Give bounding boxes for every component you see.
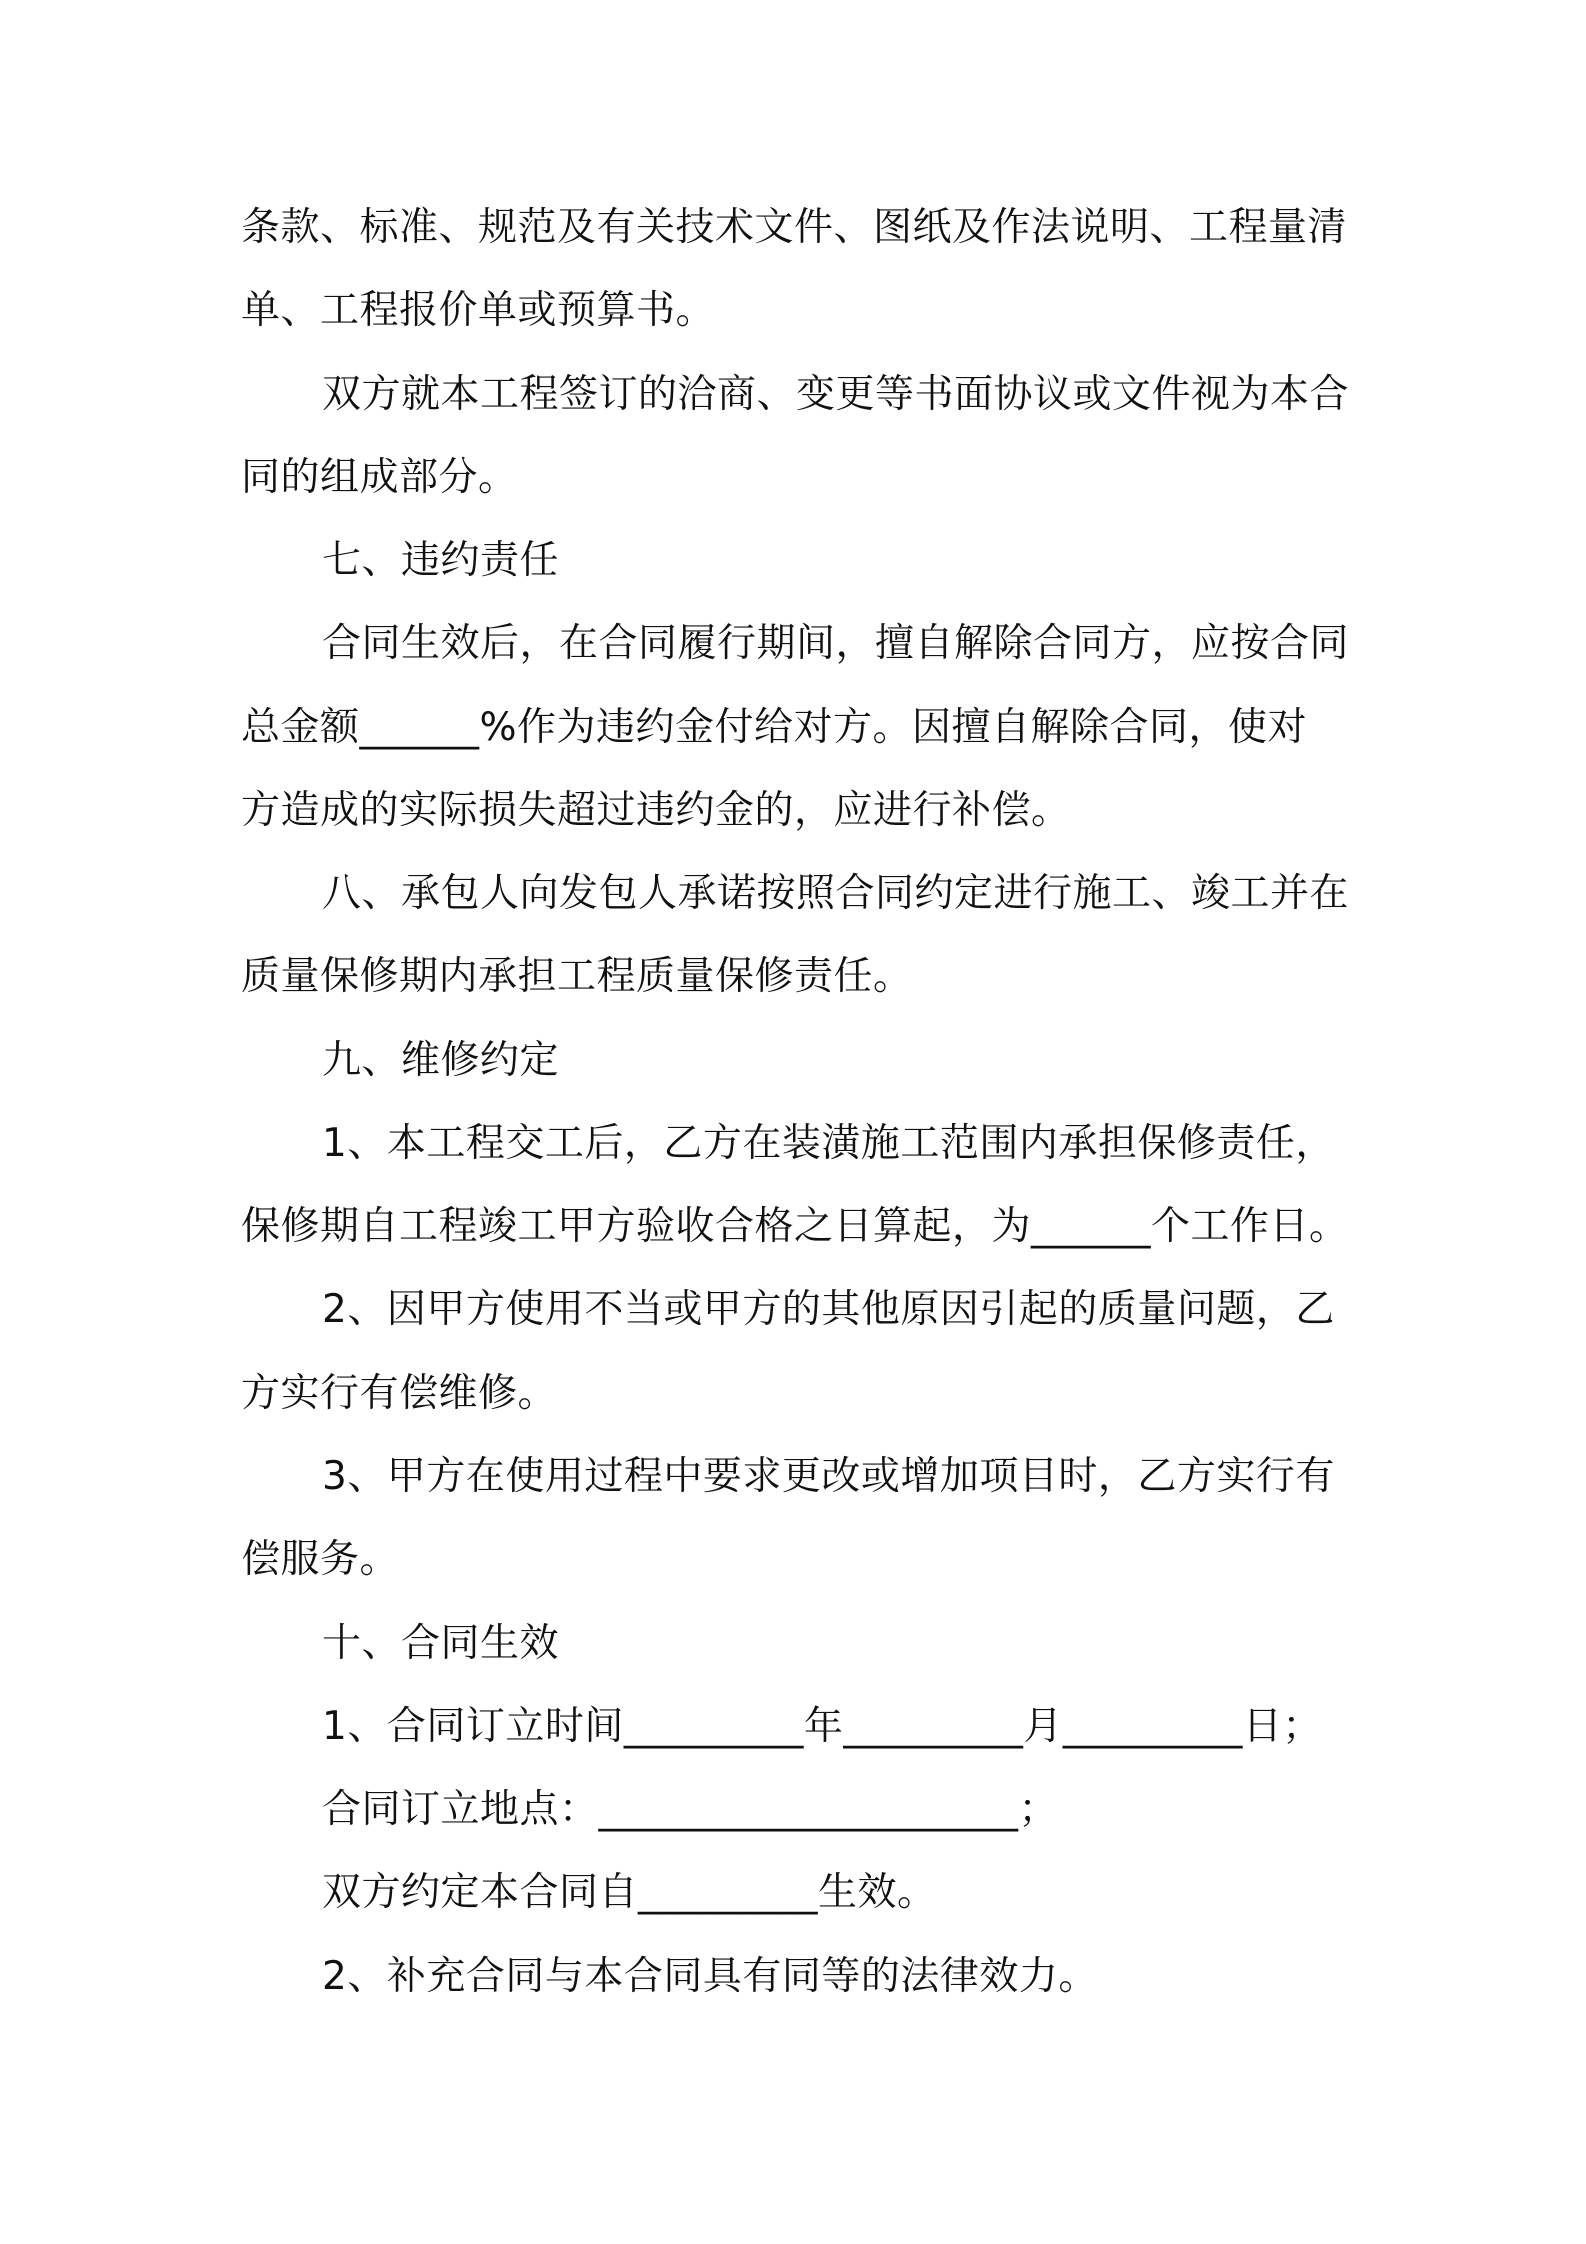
text-line: 偿服务。 bbox=[241, 1537, 400, 1582]
text-line: 总金额______%作为违约金付给对方。因擅自解除合同，使对 bbox=[241, 705, 1308, 750]
text-line: 合同订立地点：_____________________； bbox=[322, 1787, 1059, 1832]
text-line: 双方约定本合同自_________生效。 bbox=[322, 1870, 937, 1915]
text-line: 1、合同订立时间_________年_________月_________日； bbox=[322, 1704, 1322, 1749]
text-line: 同的组成部分。 bbox=[241, 455, 518, 500]
text-line: 2、补充合同与本合同具有同等的法律效力。 bbox=[322, 1954, 1098, 1999]
section-heading: 七、违约责任 bbox=[322, 538, 560, 583]
section-heading: 八、承包人向发包人承诺按照合同约定进行施工、竣工并在 bbox=[322, 871, 1350, 916]
text-line: 双方就本工程签订的洽商、变更等书面协议或文件视为本合 bbox=[322, 372, 1350, 417]
text-line: 方实行有偿维修。 bbox=[241, 1371, 558, 1416]
text-line: 1、本工程交工后，乙方在装潢施工范围内承担保修责任， bbox=[322, 1121, 1335, 1166]
text-line: 2、因甲方使用不当或甲方的其他原因引起的质量问题，乙 bbox=[322, 1287, 1335, 1332]
text-line: 条款、标准、规范及有关技术文件、图纸及作法说明、工程量清 bbox=[241, 205, 1348, 250]
text-line: 质量保修期内承担工程质量保修责任。 bbox=[241, 954, 913, 999]
text-line: 保修期自工程竣工甲方验收合格之日算起，为______个工作日。 bbox=[241, 1204, 1349, 1249]
text-line: 方造成的实际损失超过违约金的，应进行补偿。 bbox=[241, 788, 1071, 833]
section-heading: 九、维修约定 bbox=[322, 1038, 560, 1083]
text-line: 合同生效后，在合同履行期间，擅自解除合同方，应按合同 bbox=[322, 621, 1350, 666]
section-heading: 十、合同生效 bbox=[322, 1621, 560, 1666]
text-line: 单、工程报价单或预算书。 bbox=[241, 288, 716, 333]
text-line: 3、甲方在使用过程中要求更改或增加项目时，乙方实行有 bbox=[322, 1454, 1335, 1499]
